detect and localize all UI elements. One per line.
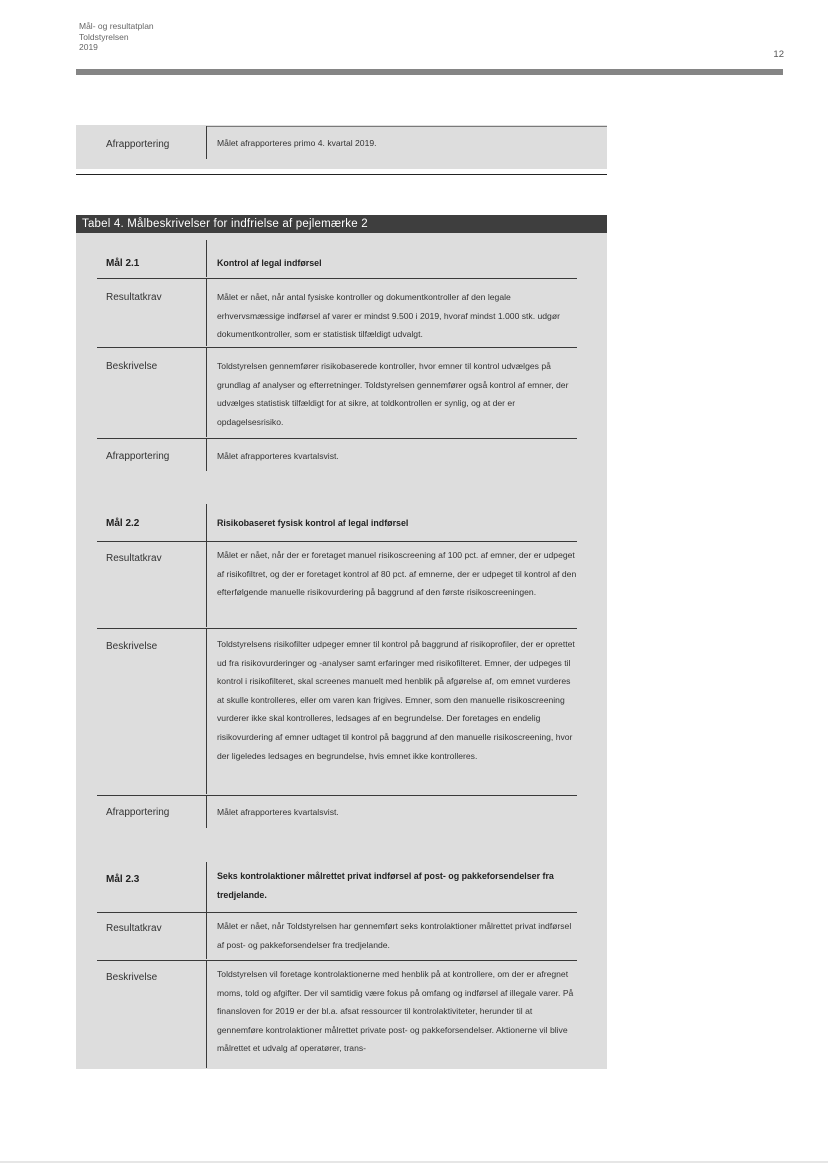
row-text: Målet er nået, når der er foretaget manuel risikoscreening af 100 pct. af emner, der er udpeget af risikofiltret, og der er foretaget kontrol af 80 pct. af emnerne, der er udpeget til kontrol af den efterfølgende manuelle risikovurdering på baggrund af den første risikoscreeningen. [217,550,577,598]
divider [97,438,577,439]
column-divider [206,862,207,912]
column-divider [206,795,207,828]
row-label: Resultatkrav [106,553,162,564]
column-divider [206,960,207,1068]
row-text: Toldstyrelsens risikofilter udpeger emner til kontrol på baggrund af risikoprofiler, der er oprettet ud fra risikovurderinger og -analyser samt erfaringer med risikofilteret. Emner, der udpeges til kontrol i risikofilteret, skal screenes manuelt med henblik på afgørelse af, om emnet vurderes at skulle kontrolleres, eller om varen kan frigives. Emner, som den manuelle risikoscreening vurderer ikke skal kontrolleres, ledsages af en begrundelse. Der foretages en endelig risikovurdering af emner udtaget til kontrol på baggrund af den manuelle risikoscreening, hvor der ligeledes ledsages en begrundelse, hvis emnet ikke kontrolleres. [217,639,575,761]
column-divider [206,240,207,277]
divider [97,795,577,796]
divider [97,912,577,913]
row-label: Beskrivelse [106,641,158,652]
goal-title: Kontrol af legal indførsel [217,258,322,268]
row-label: Beskrivelse [106,972,158,983]
divider [97,628,577,629]
divider [206,126,607,127]
goal-label: Mål 2.3 [106,874,140,885]
row-label: Resultatkrav [106,923,162,934]
column-divider [206,347,207,437]
row-text: Målet er nået, når antal fysiske kontroller og dokumentkontroller af den legale erhvervsmæssige indførsel af varer er mindst 9.500 i 2019, hvoraf mindst 1.000 stk. udgør dokumentkontroller, som er statistisk tilfældigt udvalgt. [217,292,560,340]
row-text: Toldstyrelsen vil foretage kontrolaktionerne med henblik på at kontrollere, om der er afregnet moms, told og afgifter. Der vil samtidig være fokus på omfang og indførsel af illegale varer. På finansloven for 2019 er der bl.a. afsat ressourcer til kontrolaktiviteter, herunder til at gennemføre kontrolaktioner målrettet private post- og pakkeforsendelser. Aktionerne vil blive målrettet et udvalg af operatører, trans- [217,969,574,1054]
row-text: Toldstyrelsen gennemfører risikobaserede kontroller, hvor emner til kontrol udvælges på grundlag af analyser og efterretninger. Toldstyrelsen gennemfører også kontrol af emner, der udvælges statistisk tilfældigt for at sikre, at toldkontrollen er synlig, og at der er opdagelsesrisiko. [217,361,569,427]
column-divider [206,912,207,959]
header-year: 2019 [79,42,98,52]
goal-label: Mål 2.2 [106,518,140,529]
goal-label: Mål 2.1 [106,258,140,269]
divider [97,541,577,542]
row-text: Målet er nået, når Toldstyrelsen har gennemført seks kontrolaktioner målrettet privat indførsel af post- og pakkeforsendelser fra tredjelande. [217,921,572,950]
row-label: Afrapportering [106,451,170,462]
column-divider [206,126,207,159]
goal-title: Risikobaseret fysisk kontrol af legal indførsel [217,518,409,528]
header-document-title: Mål- og resultatplan [79,21,154,31]
goal-title: Seks kontrolaktioner målrettet privat indførsel af post- og pakkeforsendelser fra tredjelande. [217,871,554,900]
header-organisation: Toldstyrelsen [79,31,129,42]
table-bottom-rule [76,174,607,175]
running-header [79,21,154,53]
divider [97,278,577,279]
row-label: Afrapportering [106,139,170,150]
header-rule [76,69,783,75]
page-bottom-edge [0,1161,828,1163]
page-number: 12 [773,49,784,60]
divider [97,347,577,348]
row-label: Beskrivelse [106,361,158,372]
row-text: Målet afrapporteres kvartalsvist. [217,807,339,817]
column-divider [206,541,207,627]
row-label: Resultatkrav [106,292,162,303]
row-text: Målet afrapporteres primo 4. kvartal 2019. [217,138,377,148]
row-text: Målet afrapporteres kvartalsvist. [217,451,339,461]
column-divider [206,628,207,794]
column-divider [206,504,207,541]
table-title-banner: Tabel 4. Målbeskrivelser for indfrielse af pejlemærke 2 [76,215,607,233]
column-divider [206,278,207,346]
row-label: Afrapportering [106,807,170,818]
column-divider [206,438,207,471]
divider [97,960,577,961]
